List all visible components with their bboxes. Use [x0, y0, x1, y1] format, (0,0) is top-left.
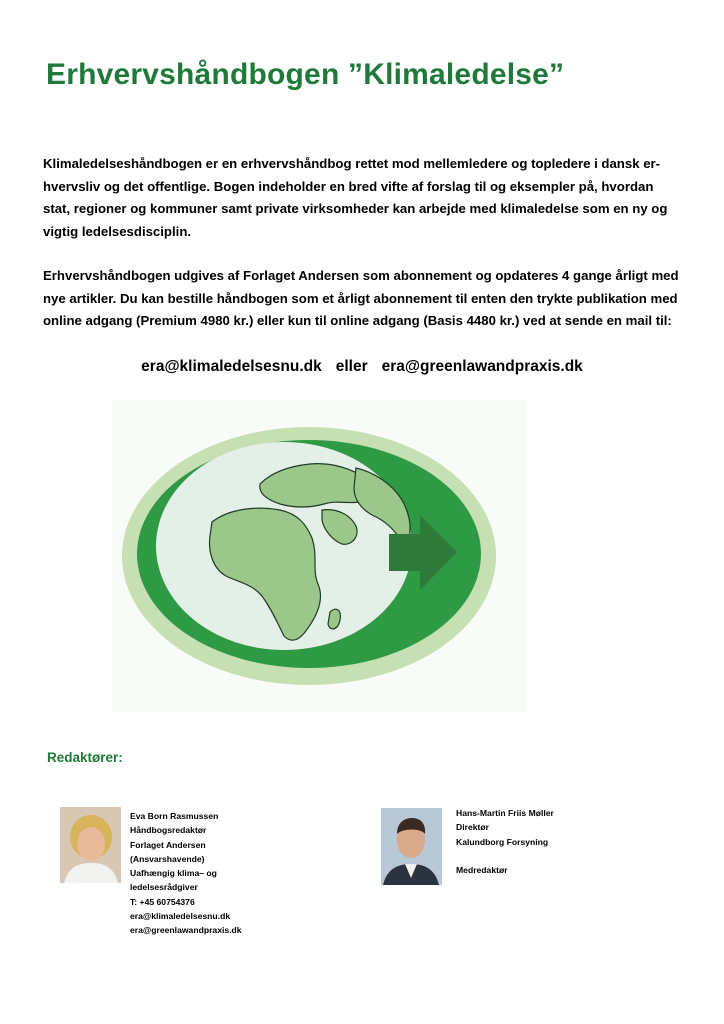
editor-photo-avatar [60, 807, 121, 883]
editor-2-line: Kalundborg Forsyning [456, 836, 549, 847]
email-link-2[interactable]: era@greenlawandpraxis.dk [381, 358, 583, 375]
portrait-woman [60, 807, 121, 883]
editor-2-info [456, 806, 554, 877]
page-title: Erhvervshåndbogen ”Klimaledelse” [46, 58, 565, 91]
editor-1-info [130, 809, 242, 938]
editor-1-line: ledelsesrådgiver [130, 882, 198, 893]
globe-graphic [112, 400, 527, 712]
editor-photo-avatar [381, 808, 442, 885]
editor-1-name: Eva Born Rasmussen [130, 811, 219, 821]
editor-1-phone: T: +45 60754376 [130, 896, 195, 907]
email-separator: eller [335, 358, 368, 375]
contact-emails [0, 358, 724, 376]
climate-globe-illustration [112, 400, 527, 712]
editor-1-line: Forlaget Andersen [130, 839, 206, 850]
intro-paragraph: Klimaledelseshåndbogen er en erhvervshåndbog rettet mod mellemledere og topledere i dansk erhvervsliv og det offentlige. Bogen indeholder en bred vifte af forslag til og eksempler på, hvordan stat, regioner og kommuner samt private virksomheder kan arbejde med klimaledelse som en ny og vigtig ledelsesdisciplin. [43, 156, 668, 239]
editor-1-line: (Ansvarshavende) [130, 853, 205, 864]
editors-heading: Redaktører: [47, 750, 123, 765]
editor-1-email-1[interactable]: era@klimaledelsesnu.dk [130, 911, 231, 922]
editor-2-name: Hans-Martin Friis Møller [456, 808, 554, 818]
editor-1-line: Håndbogsredaktør [130, 825, 207, 836]
editor-2-role: Medredaktør [456, 864, 508, 875]
editor-2-line: Direktør [456, 822, 489, 833]
portrait-man [381, 808, 442, 885]
editor-1-email-2[interactable]: era@greenlawandpraxis.dk [130, 925, 242, 936]
subscription-paragraph: Erhvervshåndbogen udgives af Forlaget Andersen som abonnement og opdateres 4 gange årligt med nye artikler. Du kan bestille håndbogen som et årligt abonnement til enten den trykte publikation med online adgang (Premium 4980 kr.) eller kun til online adgang (Basis 4480 kr.) ved at sende en mail til: [43, 268, 679, 328]
email-link-1[interactable]: era@klimaledelsesnu.dk [141, 358, 322, 375]
editor-1-line: Uafhængig klima– og [130, 868, 217, 879]
